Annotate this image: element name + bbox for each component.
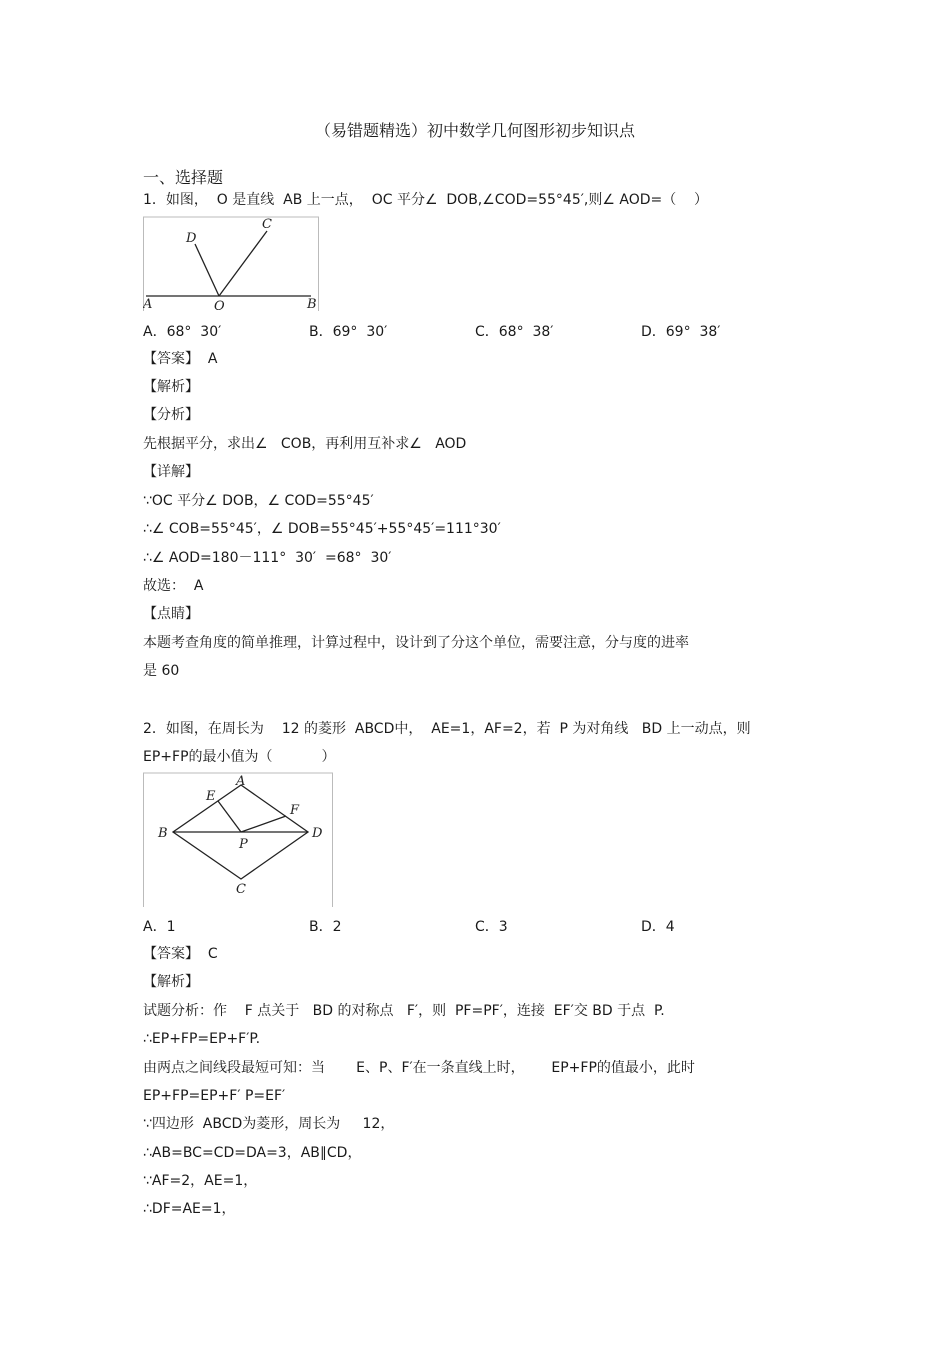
q2-line-5: ∵四边形 ABCD为菱形，周长为 12， [143,1116,395,1132]
q2-option-a: A．1 [143,919,176,935]
q2-segment-ep [218,801,241,832]
q1-comment-line-1: 本题考查角度的简单推理，计算过程中，设计到了分这个单位，需要注意，分与度的进率 [143,635,689,651]
q2-label-b: B [158,826,168,841]
q2-figure [143,771,333,909]
document-title: （易错题精选）初中数学几何图形初步知识点 [314,121,635,140]
q1-step-1: ∵OC 平分∠ DOB，∠ COD=55°45′ [143,493,374,509]
q1-detail-tag: 【详解】 [143,464,199,480]
q1-comment-line-2: 是 60 [143,663,180,679]
q1-option-d: D．69° 38′ [641,324,721,340]
q2-line-8: ∴DF=AE=1， [143,1201,236,1217]
q1-option-c: C．68° 38′ [475,324,554,340]
section-heading: 一、选择题 [143,168,224,187]
q2-label-f: F [290,803,300,818]
q2-line-6: ∴AB=BC=CD=DA=3，AB∥CD， [143,1145,362,1161]
q2-line-2: ∴EP+FP=EP+F′P. [143,1031,261,1047]
q2-label-a: A [236,774,246,789]
q2-label-c: C [236,882,246,897]
q1-label-d: D [186,231,197,246]
q2-line-3: 由两点之间线段最短可知：当 E、P、F′在一条直线上时， EP+FP的值最小，此时 [143,1060,695,1076]
q1-step-2: ∴∠ COB=55°45′，∠ DOB=55°45′+55°45′=111°30′ [143,521,501,537]
q1-step-3: ∴∠ AOD=180－111° 30′ =68° 30′ [143,550,392,566]
q2-segment-pf [241,816,286,832]
q2-stem-line-1: 2．如图，在周长为 12 的菱形 ABCD中， AE=1，AF=2，若 P 为对角线 BD 上一动点，则 [143,721,751,737]
q1-step-4: 故选： A [143,578,204,594]
q2-line-1: 试题分析：作 F 点关于 BD 的对称点 F′，则 PF=PF′，连接 EF′交 BD 于点 P. [143,1003,665,1019]
q2-stem-line-2: EP+FP的最小值为（ ） [143,749,336,765]
q1-label-a: A [143,297,153,312]
q1-ray-oc [219,231,267,296]
q1-option-a: A．68° 30′ [143,324,222,340]
q1-option-b: B．69° 30′ [309,324,388,340]
q1-stem: 1．如图， O 是直线 AB 上一点， OC 平分∠ DOB,∠COD=55°45′,则∠ AOD=（ ） [143,192,709,208]
q2-option-c: C．3 [475,919,508,935]
q2-line-4: EP+FP=EP+F′ P=EF′ [143,1088,286,1104]
q2-label-e: E [206,789,216,804]
q2-label-p: P [239,837,248,852]
q2-analysis-tag: 【解析】 [143,974,199,990]
q1-ray-od [195,244,219,296]
q1-fenxi: 先根据平分，求出∠ COB，再利用互补求∠ AOD [143,436,467,452]
q2-option-b: B．2 [309,919,342,935]
q1-fenxi-tag: 【分析】 [143,407,199,423]
q1-answer: 【答案】 A [143,351,218,367]
q1-figure [143,215,319,313]
q2-label-d: D [312,826,323,841]
q1-comment-tag: 【点睛】 [143,606,199,622]
q1-analysis-tag: 【解析】 [143,379,199,395]
q1-label-b: B [307,297,317,312]
q2-line-7: ∵AF=2，AE=1， [143,1173,258,1189]
q2-option-d: D．4 [641,919,675,935]
q1-label-o: O [214,299,225,313]
q1-label-c: C [262,217,272,232]
q2-answer: 【答案】 C [143,946,218,962]
